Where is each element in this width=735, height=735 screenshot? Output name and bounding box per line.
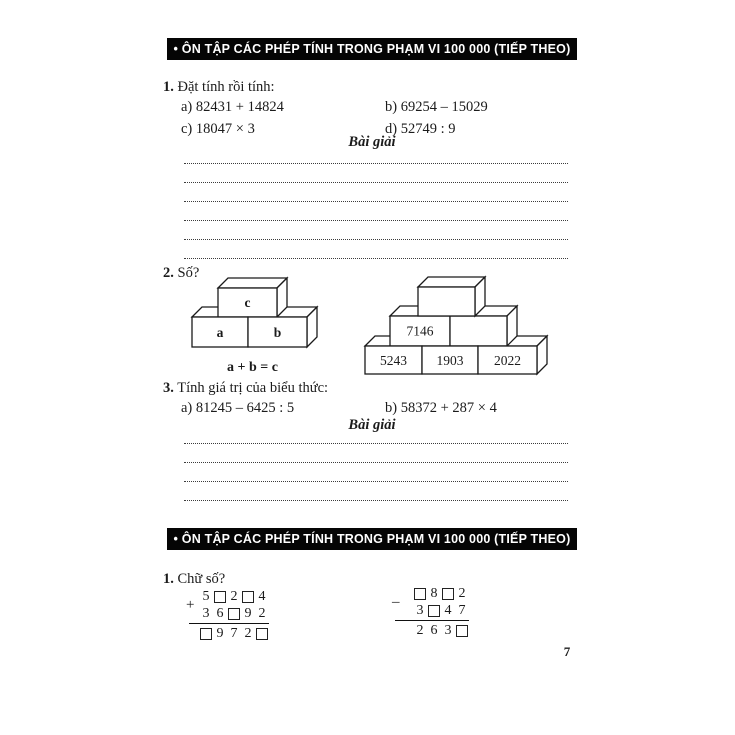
- exercise3-prompt: Tính giá trị của biểu thức:: [177, 380, 329, 396]
- digit-cell: 7: [458, 602, 466, 618]
- addition-result: [199, 625, 269, 642]
- section2-exercise1-prompt: Chữ số?: [177, 571, 226, 587]
- exercise3-item-a: [181, 400, 294, 417]
- item3-a-expression: 81245 – 6425 : 5: [195, 400, 295, 416]
- plus-sign: +: [186, 597, 195, 613]
- digit-cell: 9: [216, 625, 224, 641]
- exercise2-number: 2.: [163, 265, 174, 281]
- item3-a-label: a): [181, 400, 193, 416]
- block-value-2022: 2022: [494, 353, 521, 368]
- difference-line: [395, 620, 469, 621]
- digit-cell: 5: [202, 588, 210, 604]
- digit-box: [213, 588, 227, 605]
- digit-box: [455, 622, 469, 639]
- subtraction-result: [405, 622, 469, 639]
- section2-header-bar: [167, 528, 577, 550]
- minus-sign: –: [392, 594, 400, 610]
- item-c-label: c): [181, 121, 193, 137]
- block-label-b: b: [273, 325, 282, 340]
- digit-cell: 7: [230, 625, 238, 641]
- section2-exercise1-number: 1.: [163, 571, 174, 587]
- digit-cell: 6: [216, 605, 224, 621]
- digit-cell: 2: [258, 605, 266, 621]
- exercise1-prompt: Đặt tính rồi tính:: [177, 79, 275, 95]
- digit-box: [255, 625, 269, 642]
- digit-cell: 9: [244, 605, 252, 621]
- exercise3-title: [163, 380, 328, 397]
- digit-box: [241, 588, 255, 605]
- block-value-1903: 1903: [436, 353, 464, 368]
- item3-b-label: b): [385, 400, 398, 416]
- digit-cell: 2: [416, 622, 424, 638]
- column-subtraction-problem: [392, 585, 469, 639]
- solution-heading-2: Bài giải: [348, 417, 396, 433]
- block-label-a: a: [216, 325, 224, 340]
- digit-cell: 4: [444, 602, 452, 618]
- digit-cell: 3: [202, 605, 210, 621]
- digit-box: [199, 625, 213, 642]
- answer-line: [184, 201, 568, 202]
- exercise3-item-b: [385, 400, 497, 417]
- blocks-diagram-abc: [185, 274, 321, 352]
- exercise3-number: 3.: [163, 380, 174, 396]
- answer-line: [184, 239, 568, 240]
- answer-line: [184, 443, 568, 444]
- digit-box: [427, 602, 441, 619]
- digit-cell: 2: [244, 625, 252, 641]
- item-d-expression: 52749 : 9: [400, 121, 456, 137]
- section1-header-title: • ÔN TẬP CÁC PHÉP TÍNH TRONG PHẠM VI 100 000 (TIẾP THEO): [173, 42, 571, 56]
- subtraction-row1: [405, 585, 469, 602]
- block-value-5243: 5243: [380, 353, 407, 368]
- blocks-diagram-numbers: [360, 275, 551, 377]
- exercise1-item-b: [385, 99, 488, 116]
- blocks-equation: a + b = c: [227, 360, 278, 375]
- answer-line: [184, 220, 568, 221]
- section2-header-title: • ÔN TẬP CÁC PHÉP TÍNH TRONG PHẠM VI 100 000 (TIẾP THEO): [173, 532, 571, 546]
- exercise1-number: 1.: [163, 79, 174, 95]
- answer-line: [184, 182, 568, 183]
- exercise1-title: [163, 79, 275, 96]
- addition-row1: [199, 588, 269, 605]
- item-c-expression: 18047 × 3: [195, 121, 255, 137]
- exercise2-prompt: Số?: [177, 265, 200, 281]
- item-a-label: a): [181, 99, 193, 115]
- item3-b-expression: 58372 + 287 × 4: [400, 400, 497, 416]
- digit-cell: 3: [444, 622, 452, 638]
- page-number: 7: [563, 644, 571, 659]
- digit-box: [227, 605, 241, 622]
- item-a-expression: 82431 + 14824: [195, 99, 284, 115]
- answer-line: [184, 481, 568, 482]
- digit-cell: 3: [416, 602, 424, 618]
- block-label-c: c: [244, 295, 251, 310]
- digit-cell: 2: [458, 585, 466, 601]
- answer-line: [184, 163, 568, 164]
- answer-line: [184, 462, 568, 463]
- digit-box: [413, 585, 427, 602]
- solution-heading-1: Bài giải: [348, 134, 396, 150]
- exercise1-item-a: [181, 99, 284, 116]
- section2-exercise1-title: [163, 571, 225, 588]
- digit-cell: 8: [430, 585, 438, 601]
- answer-line: [184, 258, 568, 259]
- answer-line: [184, 500, 568, 501]
- section1-header-bar: [167, 38, 577, 60]
- block-value-7146: 7146: [406, 323, 434, 339]
- digit-cell: 6: [430, 622, 438, 638]
- column-addition-problem: [186, 588, 269, 642]
- digit-cell: 4: [258, 588, 266, 604]
- sum-line: [189, 623, 269, 624]
- digit-box: [441, 585, 455, 602]
- item-d-label: d): [385, 121, 398, 137]
- addition-row2: [199, 605, 269, 622]
- subtraction-row2: [405, 602, 469, 619]
- digit-cell: 2: [230, 588, 238, 604]
- item-b-expression: 69254 – 15029: [400, 99, 488, 115]
- item-b-label: b): [385, 99, 398, 115]
